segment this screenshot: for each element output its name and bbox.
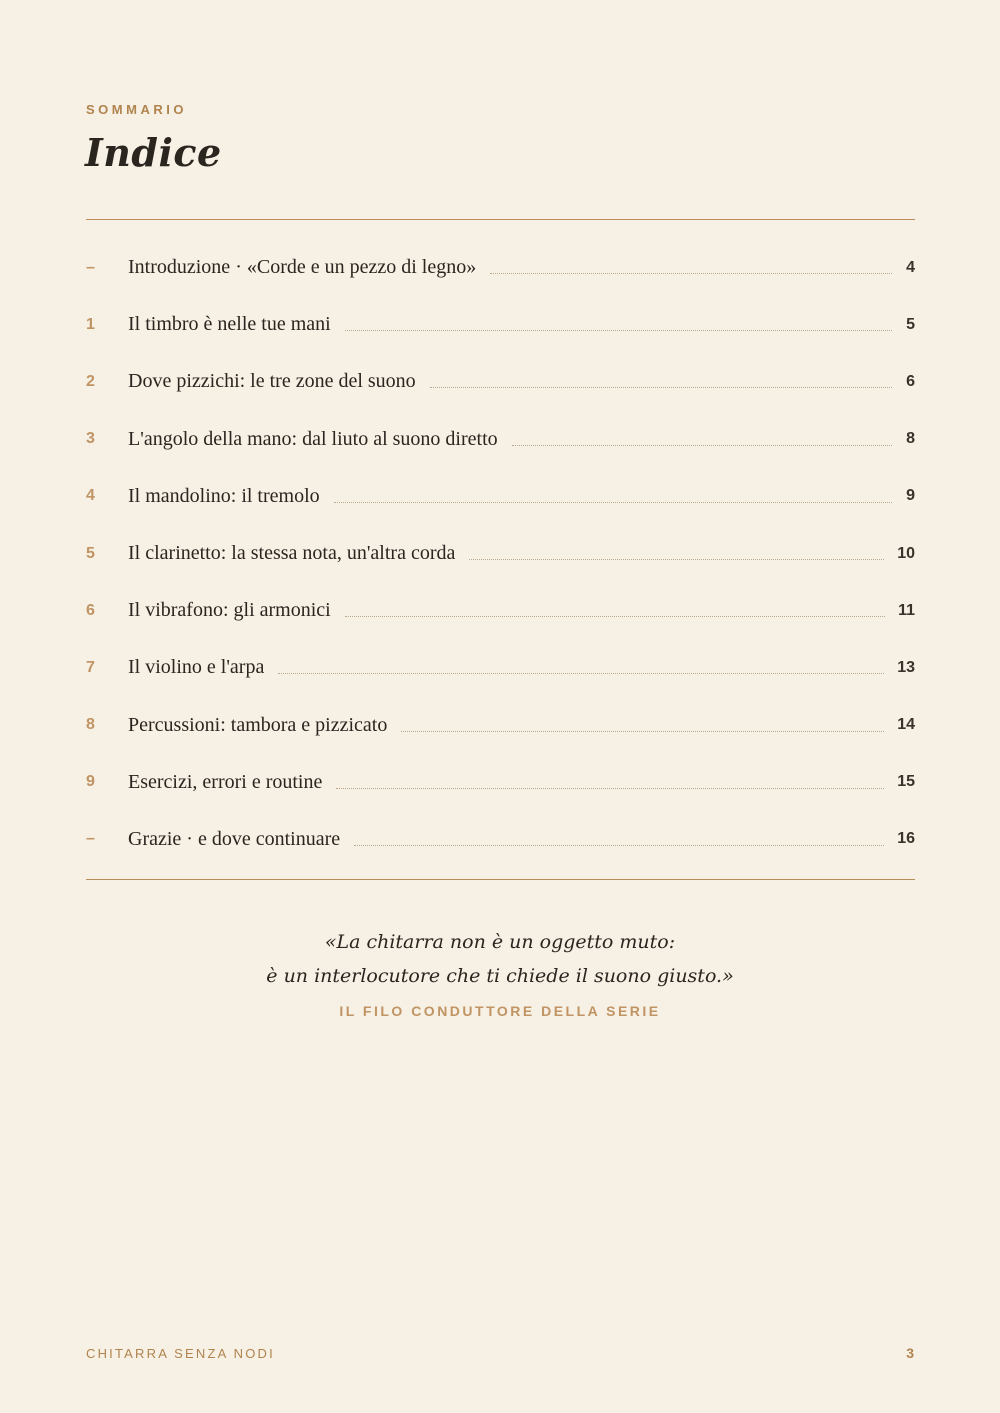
toc-chapter-title: Il clarinetto: la stessa nota, un'altra corda: [128, 542, 456, 565]
toc-chapter-number: 1: [86, 315, 95, 333]
toc-dot-leader: [401, 731, 884, 732]
toc-chapter-number: 2: [86, 372, 95, 390]
running-footer-title: CHITARRA SENZA NODI: [86, 1346, 275, 1361]
quote-attribution: IL FILO CONDUTTORE DELLA SERIE: [339, 1003, 661, 1019]
toc-page-number: 9: [906, 487, 915, 505]
toc-entry-5[interactable]: [86, 525, 915, 582]
quote-line-2: è un interlocutore che ti chiede il suono giusto.»: [266, 965, 734, 987]
toc-entry-8[interactable]: [86, 697, 915, 754]
toc-chapter-title: L'angolo della mano: dal liuto al suono diretto: [128, 427, 498, 450]
toc-page-number: 8: [906, 430, 915, 448]
toc-chapter-number: –: [86, 258, 95, 276]
toc-dot-leader: [334, 502, 892, 503]
toc-dot-leader: [345, 330, 892, 331]
toc-chapter-number: 4: [86, 487, 95, 505]
toc-dot-leader: [354, 845, 884, 846]
toc-chapter-title: Dove pizzichi: le tre zone del suono: [128, 370, 416, 393]
footer-page-number: 3: [906, 1345, 914, 1361]
table-of-contents: [86, 239, 915, 868]
toc-entry-9[interactable]: [86, 754, 915, 811]
toc-entry-2[interactable]: [86, 353, 915, 410]
page-title: Indice: [85, 130, 222, 175]
quote-line-1: «La chitarra non è un oggetto muto:: [324, 931, 676, 953]
toc-entry-introduzione[interactable]: [86, 239, 915, 296]
toc-entry-1[interactable]: [86, 296, 915, 353]
toc-entry-7[interactable]: [86, 639, 915, 696]
toc-dot-leader: [490, 273, 892, 274]
toc-page-number: 5: [906, 315, 915, 333]
toc-chapter-number: 5: [86, 544, 95, 562]
toc-chapter-number: –: [86, 830, 95, 848]
toc-page-number: 6: [906, 372, 915, 390]
toc-chapter-title: Il mandolino: il tremolo: [128, 484, 320, 507]
epigraph-quote: [0, 925, 1000, 993]
toc-dot-leader: [469, 559, 884, 560]
toc-dot-leader: [430, 387, 892, 388]
toc-entry-grazie[interactable]: [86, 811, 915, 868]
toc-entry-3[interactable]: [86, 411, 915, 468]
toc-entry-6[interactable]: [86, 582, 915, 639]
toc-chapter-title: Il violino e l'arpa: [128, 656, 265, 679]
toc-chapter-title: Percussioni: tambora e pizzicato: [128, 713, 388, 736]
toc-page-number: 14: [897, 716, 915, 734]
toc-page-number: 11: [898, 601, 915, 619]
toc-dot-leader: [278, 673, 884, 674]
toc-page-number: 4: [906, 258, 915, 276]
toc-page-number: 13: [897, 658, 915, 676]
toc-chapter-number: 6: [86, 601, 95, 619]
toc-chapter-number: 8: [86, 716, 95, 734]
toc-chapter-title: Grazie · e dove continuare: [128, 827, 341, 850]
toc-chapter-title: Introduzione · «Corde e un pezzo di legno»: [128, 256, 477, 279]
section-kicker: SOMMARIO: [86, 102, 187, 117]
toc-page-number: 15: [897, 773, 915, 791]
bottom-divider: [86, 879, 915, 880]
toc-chapter-number: 3: [86, 430, 95, 448]
toc-chapter-title: Il timbro è nelle tue mani: [128, 313, 331, 336]
toc-page-number: 10: [897, 544, 915, 562]
toc-dot-leader: [512, 445, 892, 446]
toc-dot-leader: [345, 616, 885, 617]
toc-chapter-title: Il vibrafono: gli armonici: [128, 599, 331, 622]
toc-entry-4[interactable]: [86, 468, 915, 525]
top-divider: [86, 219, 915, 220]
toc-page-number: 16: [897, 830, 915, 848]
toc-chapter-title: Esercizi, errori e routine: [128, 770, 323, 793]
toc-dot-leader: [336, 788, 884, 789]
toc-chapter-number: 9: [86, 773, 95, 791]
toc-chapter-number: 7: [86, 658, 95, 676]
